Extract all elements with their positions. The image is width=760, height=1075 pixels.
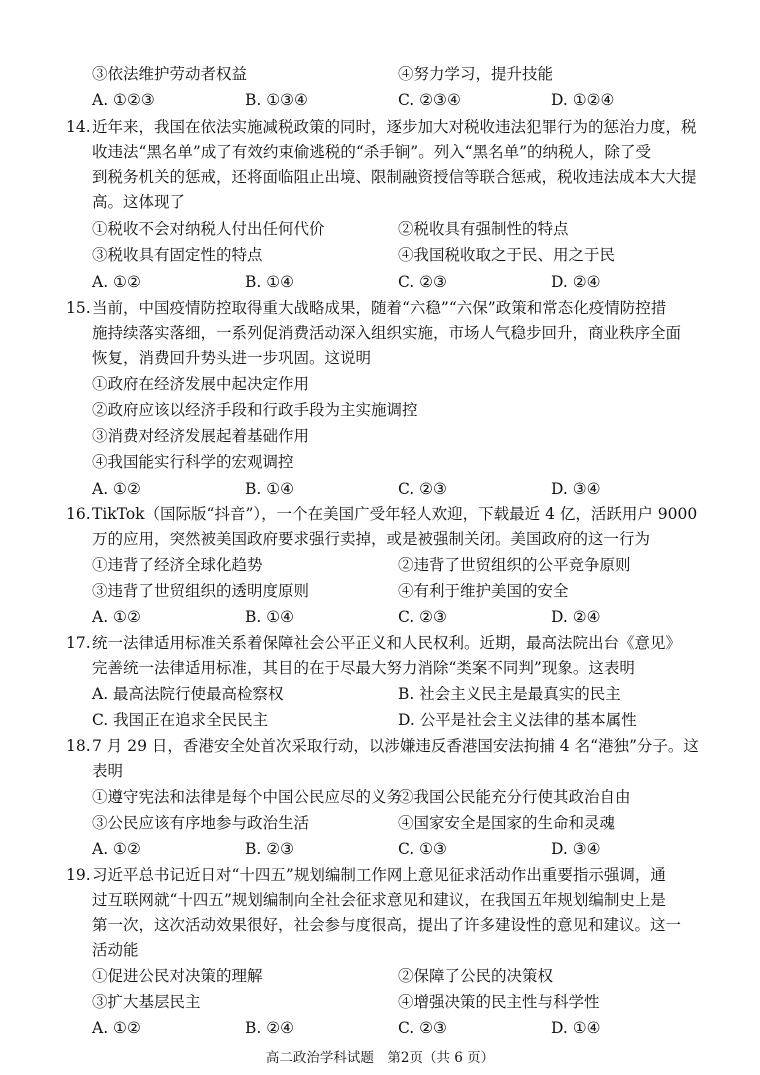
question-number: 18.	[66, 737, 91, 755]
question-stem-line: 7 月 29 日，香港安全处首次采取行动，以涉嫌违反香港国安法拘捕 4 名“港独”分子。这	[92, 737, 699, 755]
answer-b: B. ①④	[245, 480, 295, 498]
option-4: ④我国税收取之于民、用之于民	[398, 246, 616, 264]
option-3: ③扩大基层民主	[92, 993, 201, 1011]
option-1: ①促进公民对决策的理解	[92, 967, 263, 985]
option-1: ①遵守宪法和法律是每个中国公民应尽的义务	[92, 788, 403, 806]
option-2: ②我国公民能充分行使其政治自由	[398, 788, 631, 806]
option-1: ①政府在经济发展中起决定作用	[92, 375, 310, 393]
answer-b: B. ①③④	[245, 91, 308, 109]
answer-a: A. ①②	[92, 1019, 141, 1037]
option-3: ③消费对经济发展起着基础作用	[92, 427, 310, 445]
question-stem-line: 高。这体现了	[92, 193, 186, 211]
question-stem-line: 活动能	[92, 941, 139, 959]
question-number: 19.	[66, 866, 91, 884]
answer-b: B. ②④	[245, 1019, 295, 1037]
answer-b: B. ①④	[245, 608, 295, 626]
choice-b: B. 社会主义民主是最真实的民主	[398, 685, 621, 703]
option-4: ④增强决策的民主性与科学性	[398, 993, 600, 1011]
answer-d: D. ②④	[551, 273, 601, 291]
answer-d: D. ②④	[551, 608, 601, 626]
question-stem-line: 恢复，消费回升势头进一步巩固。这说明	[92, 349, 372, 367]
question-stem-line: 第一次，这次活动效果很好，社会参与度很高，提出了许多建设性的意见和建议。这一	[92, 916, 682, 934]
option-4: ④我国能实行科学的宏观调控	[92, 453, 294, 471]
answer-c: C. ①③	[398, 840, 447, 858]
choice-a: A. 最高法院行使最高检察权	[92, 685, 284, 703]
answer-d: D. ①②④	[551, 91, 615, 109]
option-3: ③依法维护劳动者权益	[92, 65, 248, 83]
answer-c: C. ②③	[398, 480, 447, 498]
option-4: ④国家安全是国家的生命和灵魂	[398, 814, 616, 832]
question-stem-line: 习近平总书记近日对“十四五”规划编制工作网上意见征求活动作出重要指示强调，通	[92, 866, 666, 884]
question-stem-line: TikTok（国际版“抖音”），一个在美国广受年轻人欢迎，下载最近 4 亿，活跃用户 9000	[92, 505, 698, 523]
answer-c: C. ②③④	[398, 91, 461, 109]
answer-b: B. ①④	[245, 273, 295, 291]
option-2: ②税收具有强制性的特点	[398, 220, 569, 238]
answer-a: A. ①②③	[92, 91, 155, 109]
question-stem-line: 收违法“黑名单”成了有效约束偷逃税的“杀手锏”。列入“黑名单”的纳税人，除了受	[92, 143, 652, 161]
question-stem-line: 万的应用，突然被美国政府要求强行卖掉，或是被强制关闭。美国政府的这一行为	[92, 530, 651, 548]
option-3: ③税收具有固定性的特点	[92, 246, 263, 264]
question-stem-line: 过互联网就“十四五”规划编制向全社会征求意见和建议，在我国五年规划编制史上是	[92, 891, 666, 909]
question-stem-line: 完善统一法律适用标准，其目的在于尽最大努力消除“类案不同判”现象。这表明	[92, 659, 635, 677]
answer-d: D. ③④	[551, 840, 601, 858]
answer-a: A. ①②	[92, 273, 141, 291]
answer-c: C. ②③	[398, 608, 447, 626]
answer-d: D. ③④	[551, 480, 601, 498]
option-2: ②违背了世贸组织的公平竞争原则	[398, 556, 631, 574]
question-stem-line: 当前，中国疫情防控取得重大战略成果，随着“六稳”“六保”政策和常态化疫情防控措	[92, 299, 667, 317]
option-1: ①税收不会对纳税人付出任何代价	[92, 220, 325, 238]
question-stem-line: 施持续落实落细，一系列促消费活动深入组织实施，市场人气稳步回升，商业秩序全面	[92, 324, 682, 342]
answer-b: B. ②③	[245, 840, 295, 858]
page-footer: 高二政治学科试题 第2页（共 6 页）	[265, 1050, 495, 1066]
option-4: ④有利于维护美国的安全	[398, 582, 569, 600]
option-1: ①违背了经济全球化趋势	[92, 556, 263, 574]
option-2: ②政府应该以经济手段和行政手段为主实施调控	[92, 401, 418, 419]
answer-a: A. ①②	[92, 608, 141, 626]
question-stem-line: 统一法律适用标准关系着保障社会公平正义和人民权利。近期，最高法院出台《意见》	[92, 634, 682, 652]
answer-c: C. ②③	[398, 273, 447, 291]
answer-a: A. ①②	[92, 480, 141, 498]
question-number: 16.	[66, 505, 91, 523]
question-stem-line: 近年来，我国在依法实施减税政策的同时，逐步加大对税收违法犯罪行为的惩治力度，税	[92, 118, 697, 136]
option-3: ③公民应该有序地参与政治生活	[92, 814, 310, 832]
question-stem-line: 表明	[92, 762, 124, 780]
option-3: ③违背了世贸组织的透明度原则	[92, 582, 310, 600]
answer-c: C. ②③	[398, 1019, 447, 1037]
option-4: ④努力学习，提升技能	[398, 65, 554, 83]
answer-d: D. ①④	[551, 1019, 601, 1037]
question-number: 17.	[66, 634, 91, 652]
choice-d: D. 公平是社会主义法律的基本属性	[398, 711, 637, 729]
question-number: 14.	[66, 118, 91, 136]
choice-c: C. 我国正在追求全民民主	[92, 711, 269, 729]
question-number: 15.	[66, 299, 91, 317]
question-stem-line: 到税务机关的惩戒，还将面临阻止出境、限制融资授信等联合惩戒，税收违法成本大大提	[92, 168, 697, 186]
answer-a: A. ①②	[92, 840, 141, 858]
option-2: ②保障了公民的决策权	[398, 967, 554, 985]
